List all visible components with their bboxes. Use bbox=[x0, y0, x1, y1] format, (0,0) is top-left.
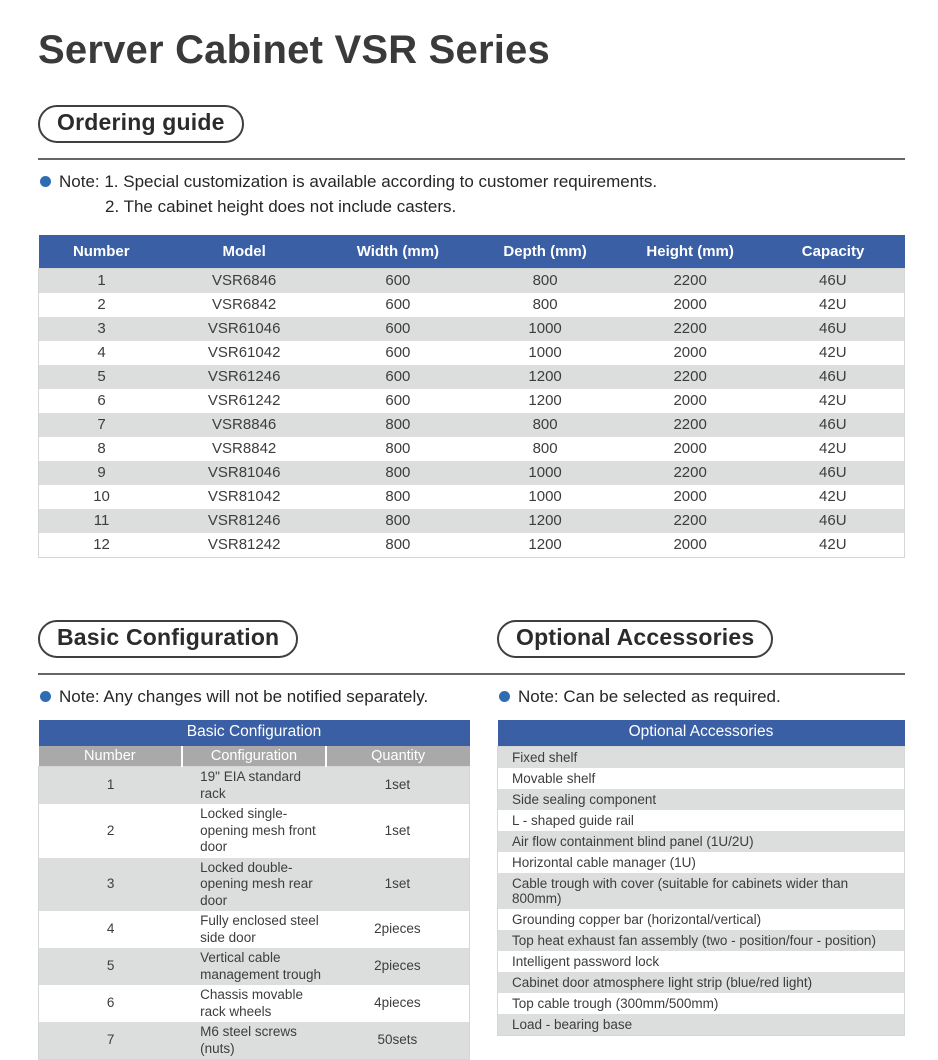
accessory-row bbox=[498, 873, 905, 909]
table-row bbox=[39, 389, 905, 413]
table-cell: 4 bbox=[97, 344, 106, 361]
accessory-label: Intelligent password lock bbox=[512, 954, 660, 969]
section-divider bbox=[38, 158, 905, 160]
table-cell: 7 bbox=[106, 1032, 115, 1048]
table-cell: 46U bbox=[819, 320, 847, 337]
table-row bbox=[39, 985, 470, 1022]
basic-table-head bbox=[39, 720, 470, 767]
ordering-table-body bbox=[39, 269, 905, 558]
table-cell: 800 bbox=[532, 296, 558, 313]
table-cell: Locked single-opening mesh front door bbox=[200, 806, 316, 854]
table-cell: VSR6846 bbox=[212, 272, 277, 289]
table-cell: 2200 bbox=[673, 320, 707, 337]
table-title: Optional Accessories bbox=[498, 720, 905, 747]
table-cell: 1200 bbox=[528, 536, 562, 553]
table-cell: VSR61042 bbox=[207, 344, 281, 361]
table-cell: 5 bbox=[106, 958, 115, 974]
table-cell: VSR81042 bbox=[207, 488, 281, 505]
table-cell: 11 bbox=[93, 512, 110, 529]
table-cell: 4 bbox=[106, 921, 115, 937]
table-cell: 800 bbox=[385, 536, 411, 553]
table-cell: 1200 bbox=[528, 368, 562, 385]
column-header: Number bbox=[39, 235, 165, 269]
table-cell: M6 steel screws (nuts) bbox=[200, 1024, 297, 1056]
note-line: 2. The cabinet height does not include casters. bbox=[105, 197, 457, 216]
table-cell: 2000 bbox=[673, 344, 707, 361]
table-cell: 42U bbox=[819, 344, 847, 361]
table-row bbox=[39, 948, 470, 985]
accessory-label: Top cable trough (300mm/500mm) bbox=[512, 996, 719, 1011]
optional-table-body bbox=[498, 747, 905, 1036]
ordering-note bbox=[38, 169, 905, 219]
basic-configuration-table bbox=[38, 720, 470, 1060]
table-cell: Fully enclosed steel side door bbox=[200, 913, 319, 945]
note-line: Note: Can be selected as required. bbox=[518, 687, 781, 706]
column-header: Depth (mm) bbox=[471, 235, 618, 269]
optional-accessories-table bbox=[497, 720, 905, 1036]
accessory-label: Movable shelf bbox=[512, 771, 596, 786]
table-cell: 50sets bbox=[377, 1032, 418, 1048]
table-cell: 2000 bbox=[673, 392, 707, 409]
table-cell: 46U bbox=[819, 368, 847, 385]
table-cell: 42U bbox=[819, 488, 847, 505]
accessory-label: Cable trough with cover (suitable for cabinets wider than 800mm) bbox=[512, 876, 849, 906]
table-cell: 1set bbox=[384, 822, 411, 838]
accessory-row bbox=[498, 1014, 905, 1036]
header-row bbox=[39, 235, 905, 269]
table-cell: 1200 bbox=[528, 392, 562, 409]
table-cell: VSR61046 bbox=[207, 320, 281, 337]
table-cell: 9 bbox=[97, 464, 106, 481]
table-cell: 2000 bbox=[673, 440, 707, 457]
accessory-label: Grounding copper bar (horizontal/vertical) bbox=[512, 912, 762, 927]
table-cell: 2 bbox=[106, 822, 115, 838]
accessory-label: Fixed shelf bbox=[512, 750, 578, 765]
column-header: Height (mm) bbox=[619, 235, 762, 269]
optional-note bbox=[497, 684, 905, 709]
table-cell: 42U bbox=[819, 296, 847, 313]
table-cell: 19" EIA standard rack bbox=[200, 769, 302, 801]
table-cell: 42U bbox=[819, 392, 847, 409]
table-cell: 4pieces bbox=[374, 995, 421, 1011]
table-row bbox=[39, 293, 905, 317]
table-cell: 1000 bbox=[528, 488, 562, 505]
note-bullet-icon bbox=[499, 691, 510, 702]
note-line: Note: Any changes will not be notified separately. bbox=[59, 687, 429, 706]
accessory-row bbox=[498, 993, 905, 1014]
accessory-row bbox=[498, 831, 905, 852]
accessory-label: Cabinet door atmosphere light strip (blue/red light) bbox=[512, 975, 813, 990]
section-heading-basic-configuration: Basic Configuration bbox=[38, 620, 298, 658]
table-cell: 12 bbox=[93, 536, 110, 553]
table-cell: Vertical cable management trough bbox=[200, 950, 321, 982]
table-cell: 600 bbox=[385, 344, 411, 361]
table-cell: 2200 bbox=[673, 272, 707, 289]
column-header: Quantity bbox=[326, 746, 470, 767]
accessory-label: Air flow containment blind panel (1U/2U) bbox=[512, 834, 754, 849]
column-header: Configuration bbox=[182, 746, 326, 767]
table-cell: 600 bbox=[385, 272, 411, 289]
table-row bbox=[39, 437, 905, 461]
table-cell: 800 bbox=[532, 272, 558, 289]
accessory-row bbox=[498, 972, 905, 993]
table-cell: 800 bbox=[532, 440, 558, 457]
accessory-row bbox=[498, 747, 905, 769]
table-cell: 2200 bbox=[673, 464, 707, 481]
table-cell: 46U bbox=[819, 464, 847, 481]
table-cell: 600 bbox=[385, 392, 411, 409]
table-cell: 1200 bbox=[528, 512, 562, 529]
table-cell: 800 bbox=[385, 440, 411, 457]
table-row bbox=[39, 485, 905, 509]
table-cell: 6 bbox=[106, 995, 115, 1011]
column-header: Width (mm) bbox=[324, 235, 471, 269]
accessory-row bbox=[498, 909, 905, 930]
accessory-row bbox=[498, 930, 905, 951]
table-row bbox=[39, 461, 905, 485]
table-cell: 1000 bbox=[528, 464, 562, 481]
table-cell: 2000 bbox=[673, 296, 707, 313]
optional-accessories-column bbox=[497, 675, 905, 1036]
table-cell: 42U bbox=[819, 536, 847, 553]
table-cell: 1000 bbox=[528, 320, 562, 337]
optional-table-head bbox=[498, 720, 905, 747]
table-cell: 800 bbox=[532, 416, 558, 433]
accessory-label: Side sealing component bbox=[512, 792, 657, 807]
basic-configuration-column bbox=[38, 675, 470, 1060]
table-cell: 2 bbox=[97, 296, 106, 313]
table-cell: 1set bbox=[384, 777, 411, 793]
table-cell: 46U bbox=[819, 416, 847, 433]
table-cell: 2200 bbox=[673, 512, 707, 529]
table-cell: 46U bbox=[819, 512, 847, 529]
accessory-row bbox=[498, 768, 905, 789]
table-cell: 2200 bbox=[673, 416, 707, 433]
table-cell: 2000 bbox=[673, 488, 707, 505]
table-cell: VSR8846 bbox=[212, 416, 277, 433]
table-title-bar bbox=[498, 720, 905, 747]
table-row bbox=[39, 317, 905, 341]
table-row bbox=[39, 269, 905, 294]
column-header: Number bbox=[39, 746, 183, 767]
table-cell: 800 bbox=[385, 464, 411, 481]
accessory-label: Top heat exhaust fan assembly (two - position/four - position) bbox=[512, 933, 876, 948]
table-row bbox=[39, 413, 905, 437]
table-cell: 5 bbox=[97, 368, 106, 385]
table-row bbox=[39, 858, 470, 912]
ordering-table-head bbox=[39, 235, 905, 269]
table-cell: 600 bbox=[385, 296, 411, 313]
accessory-label: L - shaped guide rail bbox=[512, 813, 634, 828]
table-cell: VSR61246 bbox=[207, 368, 281, 385]
accessory-row bbox=[498, 852, 905, 873]
column-header: Model bbox=[164, 235, 324, 269]
table-cell: 800 bbox=[385, 512, 411, 529]
table-cell: 2pieces bbox=[374, 958, 421, 974]
table-cell: 10 bbox=[93, 488, 110, 505]
table-cell: 1set bbox=[384, 876, 411, 891]
page-title: Server Cabinet VSR Series bbox=[38, 28, 550, 72]
table-cell: 8 bbox=[97, 440, 106, 457]
table-cell: 800 bbox=[385, 488, 411, 505]
table-row bbox=[39, 767, 470, 805]
table-row bbox=[39, 911, 470, 948]
table-row bbox=[39, 1022, 470, 1060]
table-cell: 1 bbox=[97, 272, 106, 289]
table-row bbox=[39, 509, 905, 533]
table-cell: VSR6842 bbox=[212, 296, 277, 313]
column-header: Capacity bbox=[762, 235, 905, 269]
section-heading-ordering-guide: Ordering guide bbox=[38, 105, 244, 143]
table-cell: Chassis movable rack wheels bbox=[200, 987, 303, 1019]
basic-table-body bbox=[39, 767, 470, 1060]
note-bullet-icon bbox=[40, 691, 51, 702]
header-row bbox=[39, 746, 470, 767]
table-title-bar bbox=[39, 720, 470, 746]
table-cell: VSR81242 bbox=[207, 536, 281, 553]
table-cell: 7 bbox=[97, 416, 106, 433]
table-cell: VSR81246 bbox=[207, 512, 281, 529]
accessory-label: Horizontal cable manager (1U) bbox=[512, 855, 696, 870]
ordering-table bbox=[38, 235, 905, 558]
table-row bbox=[39, 365, 905, 389]
table-cell: 6 bbox=[97, 392, 106, 409]
table-cell: 600 bbox=[385, 320, 411, 337]
table-title: Basic Configuration bbox=[39, 720, 470, 746]
basic-note bbox=[38, 684, 470, 709]
table-row bbox=[39, 804, 470, 858]
accessory-row bbox=[498, 789, 905, 810]
table-cell: 42U bbox=[819, 440, 847, 457]
note-line: Note: 1. Special customization is available according to customer requirements. bbox=[59, 172, 658, 191]
table-cell: 600 bbox=[385, 368, 411, 385]
table-row bbox=[39, 341, 905, 365]
table-cell: 2200 bbox=[673, 368, 707, 385]
table-cell: 1000 bbox=[528, 344, 562, 361]
accessory-label: Load - bearing base bbox=[512, 1017, 633, 1032]
table-cell: 3 bbox=[106, 876, 115, 891]
table-cell: 800 bbox=[385, 416, 411, 433]
table-cell: 1 bbox=[106, 777, 115, 793]
table-cell: VSR81046 bbox=[207, 464, 281, 481]
table-cell: VSR8842 bbox=[212, 440, 277, 457]
table-cell: 3 bbox=[97, 320, 106, 337]
table-cell: 2pieces bbox=[374, 921, 421, 937]
table-cell: Locked double-opening mesh rear door bbox=[200, 859, 313, 908]
accessory-row bbox=[498, 810, 905, 831]
accessory-row bbox=[498, 951, 905, 972]
table-cell: VSR61242 bbox=[207, 392, 281, 409]
section-heading-optional-accessories: Optional Accessories bbox=[497, 620, 773, 658]
note-bullet-icon bbox=[40, 176, 51, 187]
table-cell: 46U bbox=[819, 272, 847, 289]
table-row bbox=[39, 533, 905, 558]
table-cell: 2000 bbox=[673, 536, 707, 553]
